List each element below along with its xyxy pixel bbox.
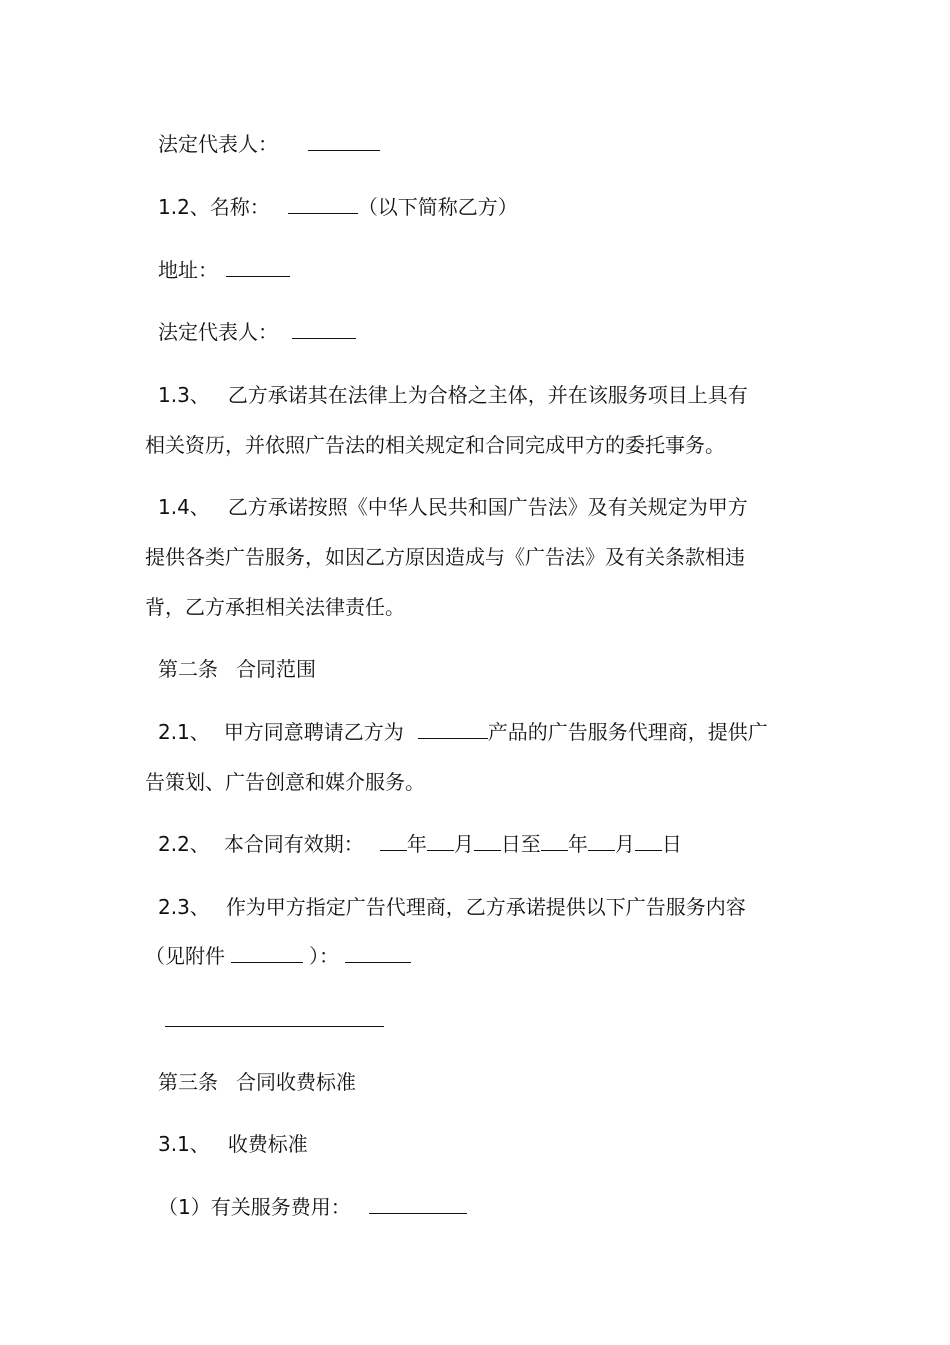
clause-1-4-line-1 [158,493,748,521]
clause-1-3-text: 乙方承诺其在法律上为合格之主体，并在该服务项目上具有 [227,383,748,407]
clause-1-4-line-2 [145,543,745,571]
start-year-label: 年 [406,832,427,856]
clause-1-4-text-end: 背，乙方承担相关法律责任。 [145,595,405,619]
clause-3-1-num: 3.1、 [158,1132,210,1156]
legal-rep-label: 法定代表人： [158,132,278,156]
service-fee-line [158,1193,467,1221]
clause-1-3-num: 1.3、 [158,383,210,407]
start-day-label: 日至 [500,832,541,856]
clause-2-2-line [158,830,682,858]
service-fee-label: （1）有关服务费用： [158,1195,351,1219]
clause-2-3-text: 作为甲方指定广告代理商，乙方承诺提供以下广告服务内容 [225,895,746,919]
service-content-blank[interactable] [345,943,411,963]
clause-2-3-num: 2.3、 [158,895,210,919]
end-day-label: 日 [661,832,682,856]
clause-1-3-line-1 [158,381,748,409]
clause-2-2-pre: 本合同有效期： [223,832,364,856]
product-blank[interactable] [418,719,488,739]
article-3-num: 第三条 [158,1070,218,1094]
service-content-blank-line[interactable] [165,1026,384,1027]
address-label: 地址： [158,258,218,282]
article-3-heading [158,1068,356,1096]
clause-2-1-post: 产品的广告服务代理商，提供广 [487,720,768,744]
legal-rep-blank-2[interactable] [292,319,356,339]
address-blank[interactable] [226,257,290,277]
clause-2-3-line-1 [158,893,746,921]
clause-1-2-prefix: 1.2、名称： [158,195,270,219]
clause-1-4-text-cont: 提供各类广告服务，如因乙方原因造成与《广告法》及有关条款相违 [145,545,745,569]
clause-1-2-line [158,193,518,221]
legal-rep-label-2: 法定代表人： [158,320,278,344]
clause-1-4-line-3 [145,593,405,621]
clause-2-3-line-2 [145,942,411,970]
end-day-blank[interactable] [635,831,662,851]
clause-2-1-pre: 甲方同意聘请乙方为 [223,720,404,744]
legal-rep-line-1 [158,130,380,158]
start-month-label: 月 [453,832,474,856]
clause-2-1-line-2 [145,768,425,796]
clause-2-1-line-1 [158,718,768,746]
service-fee-blank[interactable] [369,1194,467,1214]
start-year-blank[interactable] [380,831,407,851]
article-2-title: 合同范围 [236,657,316,681]
end-month-blank[interactable] [588,831,615,851]
end-year-blank[interactable] [541,831,568,851]
end-month-label: 月 [614,832,635,856]
address-line [158,256,290,284]
article-3-title: 合同收费标准 [236,1070,356,1094]
clause-1-2-suffix: （以下简称乙方） [357,195,518,219]
legal-rep-blank[interactable] [308,131,380,151]
clause-1-3-text-cont: 相关资历，并依照广告法的相关规定和合同完成甲方的委托事务。 [145,433,725,457]
clause-2-2-num: 2.2、 [158,832,210,856]
clause-3-1-text: 收费标准 [227,1132,308,1156]
clause-1-4-text: 乙方承诺按照《中华人民共和国广告法》及有关规定为甲方 [227,495,748,519]
clause-2-1-num: 2.1、 [158,720,210,744]
start-day-blank[interactable] [474,831,501,851]
attachment-mid: ）： [309,944,339,968]
name-blank[interactable] [288,194,358,214]
clause-3-1-line [158,1130,308,1158]
legal-rep-line-2 [158,318,356,346]
attachment-pre: （见附件 [145,944,225,968]
attachment-blank[interactable] [231,943,303,963]
clause-2-1-text-cont: 告策划、广告创意和媒介服务。 [145,770,425,794]
article-2-heading [158,655,316,683]
article-2-num: 第二条 [158,657,218,681]
clause-1-3-line-2 [145,431,725,459]
start-month-blank[interactable] [427,831,454,851]
end-year-label: 年 [567,832,588,856]
clause-1-4-num: 1.4、 [158,495,210,519]
